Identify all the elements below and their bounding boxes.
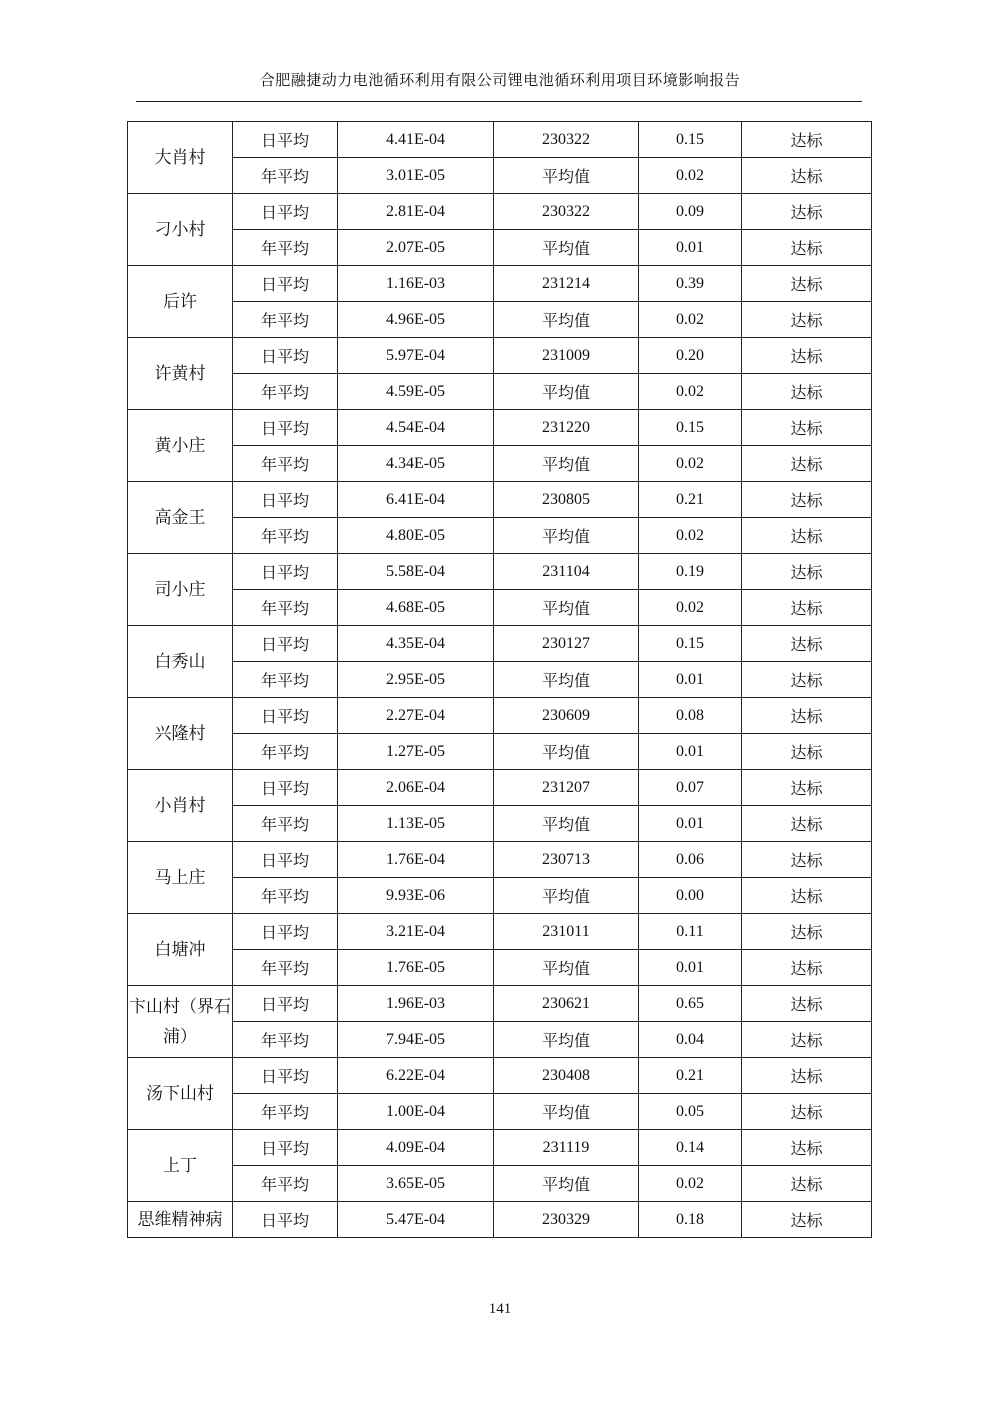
concentration-cell: 4.41E-04 <box>338 122 494 158</box>
ratio-cell: 0.06 <box>639 842 742 878</box>
ratio-cell: 0.02 <box>639 1166 742 1202</box>
ratio-cell: 0.02 <box>639 590 742 626</box>
table-row <box>128 626 872 662</box>
status-cell: 达标 <box>742 518 872 554</box>
table-row <box>128 878 872 914</box>
table-row <box>128 302 872 338</box>
ratio-cell: 0.01 <box>639 734 742 770</box>
status-cell: 达标 <box>742 194 872 230</box>
site-name-cell: 许黄村 <box>128 338 233 410</box>
period-cell: 年平均 <box>233 806 338 842</box>
ratio-cell: 0.65 <box>639 986 742 1022</box>
concentration-cell: 4.59E-05 <box>338 374 494 410</box>
concentration-cell: 9.93E-06 <box>338 878 494 914</box>
time-cell: 230322 <box>494 122 639 158</box>
table-row <box>128 1202 872 1238</box>
ratio-cell: 0.15 <box>639 410 742 446</box>
ratio-cell: 0.01 <box>639 806 742 842</box>
period-cell: 日平均 <box>233 1130 338 1166</box>
ratio-cell: 0.14 <box>639 1130 742 1166</box>
status-cell: 达标 <box>742 158 872 194</box>
time-cell: 平均值 <box>494 1166 639 1202</box>
period-cell: 日平均 <box>233 842 338 878</box>
table-row <box>128 122 872 158</box>
period-cell: 年平均 <box>233 1022 338 1058</box>
period-cell: 日平均 <box>233 338 338 374</box>
status-cell: 达标 <box>742 122 872 158</box>
ratio-cell: 0.01 <box>639 662 742 698</box>
time-cell: 平均值 <box>494 734 639 770</box>
period-cell: 年平均 <box>233 518 338 554</box>
time-cell: 平均值 <box>494 950 639 986</box>
site-name-cell: 司小庄 <box>128 554 233 626</box>
period-cell: 日平均 <box>233 770 338 806</box>
concentration-cell: 4.35E-04 <box>338 626 494 662</box>
period-cell: 年平均 <box>233 590 338 626</box>
table-row <box>128 410 872 446</box>
ratio-cell: 0.21 <box>639 482 742 518</box>
ratio-cell: 0.02 <box>639 446 742 482</box>
table-row <box>128 446 872 482</box>
period-cell: 日平均 <box>233 122 338 158</box>
time-cell: 230621 <box>494 986 639 1022</box>
time-cell: 平均值 <box>494 1094 639 1130</box>
site-name-cell: 后许 <box>128 266 233 338</box>
period-cell: 日平均 <box>233 1202 338 1238</box>
time-cell: 平均值 <box>494 374 639 410</box>
concentration-cell: 1.27E-05 <box>338 734 494 770</box>
time-cell: 231011 <box>494 914 639 950</box>
time-cell: 平均值 <box>494 878 639 914</box>
period-cell: 年平均 <box>233 302 338 338</box>
period-cell: 日平均 <box>233 626 338 662</box>
concentration-cell: 1.00E-04 <box>338 1094 494 1130</box>
ratio-cell: 0.11 <box>639 914 742 950</box>
status-cell: 达标 <box>742 1094 872 1130</box>
header-rule <box>136 101 862 102</box>
period-cell: 日平均 <box>233 266 338 302</box>
status-cell: 达标 <box>742 734 872 770</box>
time-cell: 231214 <box>494 266 639 302</box>
concentration-cell: 4.96E-05 <box>338 302 494 338</box>
concentration-cell: 1.16E-03 <box>338 266 494 302</box>
site-name-cell: 马上庄 <box>128 842 233 914</box>
ratio-cell: 0.00 <box>639 878 742 914</box>
concentration-cell: 6.41E-04 <box>338 482 494 518</box>
time-cell: 平均值 <box>494 590 639 626</box>
time-cell: 230609 <box>494 698 639 734</box>
time-cell: 231207 <box>494 770 639 806</box>
ratio-cell: 0.15 <box>639 122 742 158</box>
ratio-cell: 0.07 <box>639 770 742 806</box>
concentration-cell: 1.76E-04 <box>338 842 494 878</box>
period-cell: 年平均 <box>233 446 338 482</box>
ratio-cell: 0.01 <box>639 950 742 986</box>
concentration-cell: 5.47E-04 <box>338 1202 494 1238</box>
ratio-cell: 0.01 <box>639 230 742 266</box>
site-name-cell: 刁小村 <box>128 194 233 266</box>
site-name-cell: 大肖村 <box>128 122 233 194</box>
concentration-cell: 1.96E-03 <box>338 986 494 1022</box>
status-cell: 达标 <box>742 1166 872 1202</box>
status-cell: 达标 <box>742 1130 872 1166</box>
document-header-title: 合肥融捷动力电池循环利用有限公司锂电池循环利用项目环境影响报告 <box>259 71 741 89</box>
time-cell: 平均值 <box>494 1022 639 1058</box>
status-cell: 达标 <box>742 410 872 446</box>
table-row <box>128 806 872 842</box>
concentration-cell: 3.21E-04 <box>338 914 494 950</box>
time-cell: 平均值 <box>494 806 639 842</box>
time-cell: 231104 <box>494 554 639 590</box>
time-cell: 230408 <box>494 1058 639 1094</box>
time-cell: 平均值 <box>494 230 639 266</box>
time-cell: 231009 <box>494 338 639 374</box>
period-cell: 日平均 <box>233 914 338 950</box>
status-cell: 达标 <box>742 770 872 806</box>
table-row <box>128 734 872 770</box>
period-cell: 日平均 <box>233 410 338 446</box>
time-cell: 平均值 <box>494 158 639 194</box>
table-row <box>128 590 872 626</box>
time-cell: 230322 <box>494 194 639 230</box>
time-cell: 平均值 <box>494 662 639 698</box>
site-name-cell: 兴隆村 <box>128 698 233 770</box>
period-cell: 年平均 <box>233 230 338 266</box>
period-cell: 年平均 <box>233 374 338 410</box>
table-row <box>128 950 872 986</box>
period-cell: 年平均 <box>233 878 338 914</box>
time-cell: 230805 <box>494 482 639 518</box>
table-row <box>128 662 872 698</box>
status-cell: 达标 <box>742 1202 872 1238</box>
table-row <box>128 986 872 1022</box>
site-name-cell: 上丁 <box>128 1130 233 1202</box>
table-row <box>128 842 872 878</box>
table-row <box>128 914 872 950</box>
concentration-cell: 2.95E-05 <box>338 662 494 698</box>
table-row <box>128 482 872 518</box>
time-cell: 230127 <box>494 626 639 662</box>
ratio-cell: 0.39 <box>639 266 742 302</box>
time-cell: 平均值 <box>494 518 639 554</box>
ratio-cell: 0.18 <box>639 1202 742 1238</box>
concentration-cell: 3.01E-05 <box>338 158 494 194</box>
ratio-cell: 0.02 <box>639 158 742 194</box>
time-cell: 平均值 <box>494 446 639 482</box>
concentration-cell: 4.80E-05 <box>338 518 494 554</box>
ratio-cell: 0.20 <box>639 338 742 374</box>
ratio-cell: 0.02 <box>639 374 742 410</box>
status-cell: 达标 <box>742 590 872 626</box>
status-cell: 达标 <box>742 986 872 1022</box>
period-cell: 日平均 <box>233 1058 338 1094</box>
status-cell: 达标 <box>742 662 872 698</box>
period-cell: 年平均 <box>233 950 338 986</box>
time-cell: 230329 <box>494 1202 639 1238</box>
site-name-cell: 白秀山 <box>128 626 233 698</box>
status-cell: 达标 <box>742 1058 872 1094</box>
site-name-cell: 思维精神病 <box>128 1202 233 1238</box>
table-row <box>128 338 872 374</box>
period-cell: 日平均 <box>233 698 338 734</box>
site-name-cell: 小肖村 <box>128 770 233 842</box>
concentration-cell: 7.94E-05 <box>338 1022 494 1058</box>
status-cell: 达标 <box>742 1022 872 1058</box>
period-cell: 年平均 <box>233 1094 338 1130</box>
ratio-cell: 0.09 <box>639 194 742 230</box>
status-cell: 达标 <box>742 554 872 590</box>
status-cell: 达标 <box>742 482 872 518</box>
period-cell: 日平均 <box>233 482 338 518</box>
concentration-cell: 4.34E-05 <box>338 446 494 482</box>
status-cell: 达标 <box>742 446 872 482</box>
time-cell: 230713 <box>494 842 639 878</box>
ratio-cell: 0.05 <box>639 1094 742 1130</box>
status-cell: 达标 <box>742 230 872 266</box>
period-cell: 日平均 <box>233 986 338 1022</box>
concentration-cell: 5.97E-04 <box>338 338 494 374</box>
table-row <box>128 374 872 410</box>
period-cell: 年平均 <box>233 734 338 770</box>
ratio-cell: 0.02 <box>639 302 742 338</box>
time-cell: 平均值 <box>494 302 639 338</box>
concentration-cell: 2.06E-04 <box>338 770 494 806</box>
status-cell: 达标 <box>742 338 872 374</box>
concentration-table <box>127 121 872 1238</box>
ratio-cell: 0.15 <box>639 626 742 662</box>
concentration-cell: 3.65E-05 <box>338 1166 494 1202</box>
ratio-cell: 0.08 <box>639 698 742 734</box>
period-cell: 年平均 <box>233 662 338 698</box>
status-cell: 达标 <box>742 374 872 410</box>
table-row <box>128 770 872 806</box>
status-cell: 达标 <box>742 806 872 842</box>
table-row <box>128 158 872 194</box>
status-cell: 达标 <box>742 266 872 302</box>
table-row <box>128 1058 872 1094</box>
concentration-cell: 2.27E-04 <box>338 698 494 734</box>
concentration-cell: 4.68E-05 <box>338 590 494 626</box>
status-cell: 达标 <box>742 626 872 662</box>
table-row <box>128 554 872 590</box>
period-cell: 日平均 <box>233 554 338 590</box>
site-name-cell: 卞山村（界石浦） <box>128 986 233 1058</box>
status-cell: 达标 <box>742 842 872 878</box>
site-name-cell: 白塘冲 <box>128 914 233 986</box>
concentration-cell: 2.07E-05 <box>338 230 494 266</box>
status-cell: 达标 <box>742 878 872 914</box>
site-name-cell: 高金王 <box>128 482 233 554</box>
concentration-cell: 6.22E-04 <box>338 1058 494 1094</box>
table-row <box>128 518 872 554</box>
ratio-cell: 0.02 <box>639 518 742 554</box>
ratio-cell: 0.04 <box>639 1022 742 1058</box>
table-row <box>128 698 872 734</box>
table-row <box>128 1022 872 1058</box>
ratio-cell: 0.21 <box>639 1058 742 1094</box>
status-cell: 达标 <box>742 914 872 950</box>
status-cell: 达标 <box>742 950 872 986</box>
ratio-cell: 0.19 <box>639 554 742 590</box>
period-cell: 年平均 <box>233 1166 338 1202</box>
page-number: 141 <box>488 1301 512 1317</box>
table-row <box>128 266 872 302</box>
status-cell: 达标 <box>742 698 872 734</box>
concentration-cell: 4.09E-04 <box>338 1130 494 1166</box>
period-cell: 日平均 <box>233 194 338 230</box>
concentration-cell: 1.76E-05 <box>338 950 494 986</box>
table-row <box>128 1130 872 1166</box>
status-cell: 达标 <box>742 302 872 338</box>
table-row <box>128 1094 872 1130</box>
time-cell: 231119 <box>494 1130 639 1166</box>
table-row <box>128 1166 872 1202</box>
concentration-cell: 4.54E-04 <box>338 410 494 446</box>
period-cell: 年平均 <box>233 158 338 194</box>
concentration-cell: 5.58E-04 <box>338 554 494 590</box>
concentration-cell: 2.81E-04 <box>338 194 494 230</box>
time-cell: 231220 <box>494 410 639 446</box>
table-body <box>128 122 872 1238</box>
site-name-cell: 黄小庄 <box>128 410 233 482</box>
table-row <box>128 194 872 230</box>
site-name-cell: 汤下山村 <box>128 1058 233 1130</box>
table-row <box>128 230 872 266</box>
concentration-cell: 1.13E-05 <box>338 806 494 842</box>
